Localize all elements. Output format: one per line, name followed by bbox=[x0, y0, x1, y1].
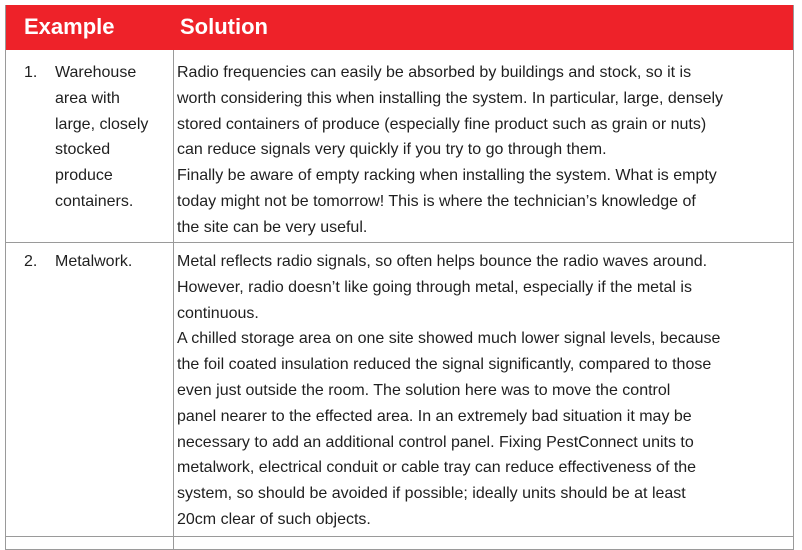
row-divider bbox=[6, 242, 793, 243]
row-1-solution: Radio frequencies can easily be absorbed by buildings and stock, so it is worth considering this when installing the system. In particular, large, densely stored containers of produce (especially fine product such as grain or nuts) can reduce signals very quickly if you try to go through them. Finally be aware of empty racking when installing the system. What is empty today might not be tomorrow! This is where the technician’s knowledge of the site can be very useful. bbox=[177, 64, 724, 236]
solutions-table bbox=[5, 5, 794, 550]
row-2-number: 2. bbox=[24, 253, 38, 270]
row-divider bbox=[6, 536, 793, 537]
header-example: Example bbox=[24, 14, 115, 39]
row-1-number: 1. bbox=[24, 64, 38, 81]
row-1-example: Warehouse area with large, closely stocked produce containers. bbox=[55, 64, 149, 210]
row-2-solution: Metal reflects radio signals, so often helps bounce the radio waves around. However, radio doesn’t like going through metal, especially if the metal is continuous. A chilled storage area on one site showed much lower signal levels, because the foil coated insulation reduced the signal significantly, compared to those even just outside the room. The solution here was to move the control panel nearer to the effected area. In an extremely bad situation it may be necessary to add an additional control panel. Fixing PestConnect units to metalwork, electrical conduit or cable tray can reduce effectiveness of the system, so should be avoided if possible; ideally units should be at least 20cm clear of such objects. bbox=[177, 253, 721, 528]
column-divider bbox=[173, 50, 174, 550]
header-solution: Solution bbox=[180, 14, 268, 39]
row-2-example: Metalwork. bbox=[55, 253, 133, 270]
